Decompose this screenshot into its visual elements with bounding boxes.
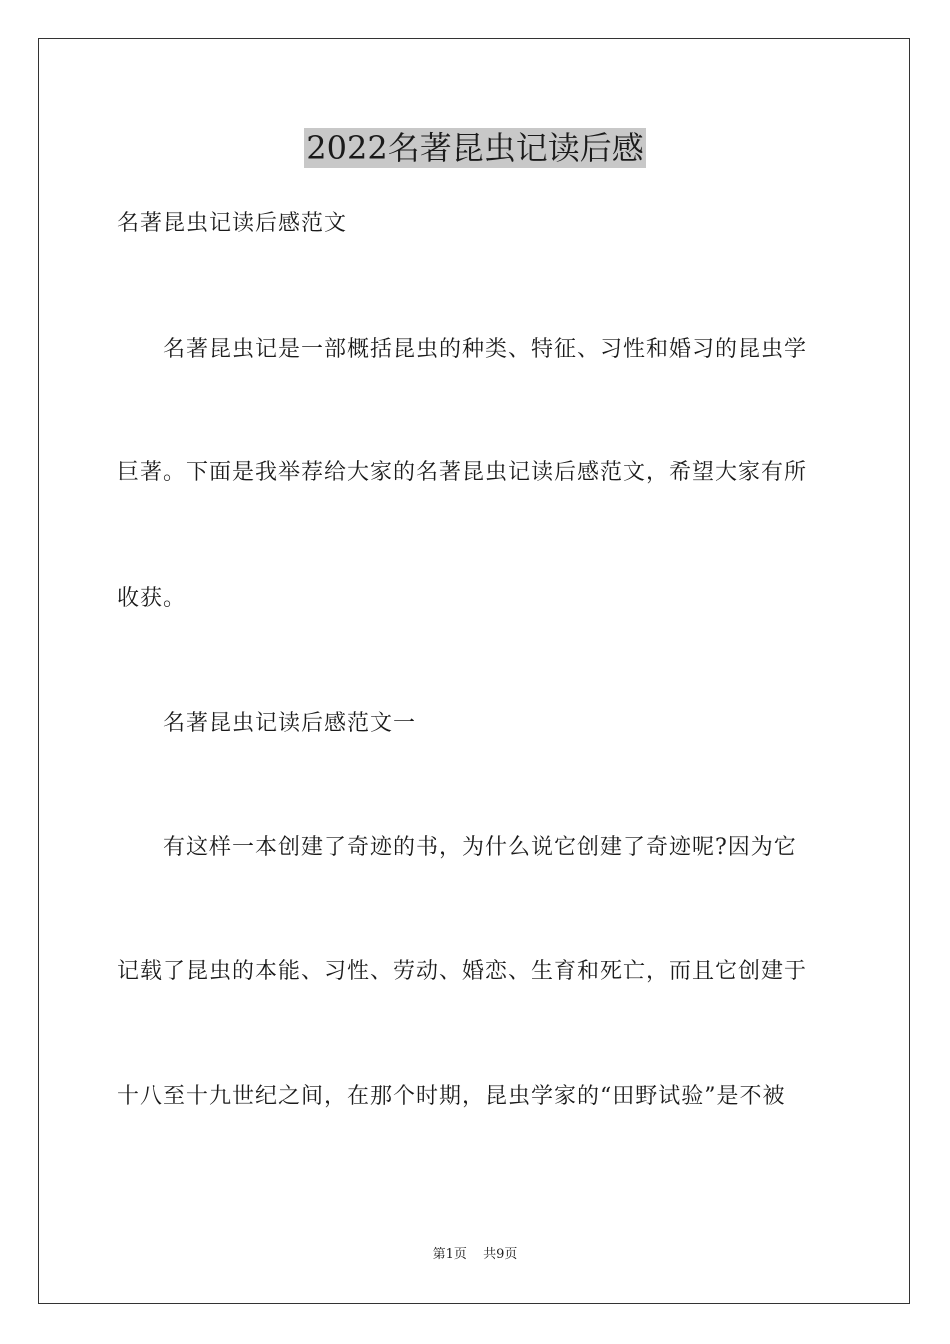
subtitle-line: 名著昆虫记读后感范文 — [117, 211, 348, 236]
section-heading: 名著昆虫记读后感范文一 — [163, 711, 417, 736]
paragraph-line: 有这样一本创建了奇迹的书，为什么说它创建了奇迹呢?因为它 — [163, 835, 797, 860]
document-title: 2022名著昆虫记读后感 — [306, 129, 644, 167]
page-number-total: 共9页 — [483, 1247, 518, 1262]
paragraph-line: 巨著。下面是我举荐给大家的名著昆虫记读后感范文，希望大家有所 — [117, 460, 808, 485]
paragraph-line: 收获。 — [117, 586, 187, 611]
page-number-current: 第1页 — [432, 1247, 467, 1262]
paragraph-line: 名著昆虫记是一部概括昆虫的种类、特征、习性和婚习的昆虫学 — [163, 337, 808, 362]
paragraph-line: 记载了昆虫的本能、习性、劳动、婚恋、生育和死亡，而且它创建于 — [117, 959, 808, 984]
title-container — [0, 128, 950, 168]
page-footer — [0, 1246, 950, 1264]
paragraph-line: 十八至十九世纪之间，在那个时期，昆虫学家的“田野试验”是不被 — [117, 1084, 786, 1109]
